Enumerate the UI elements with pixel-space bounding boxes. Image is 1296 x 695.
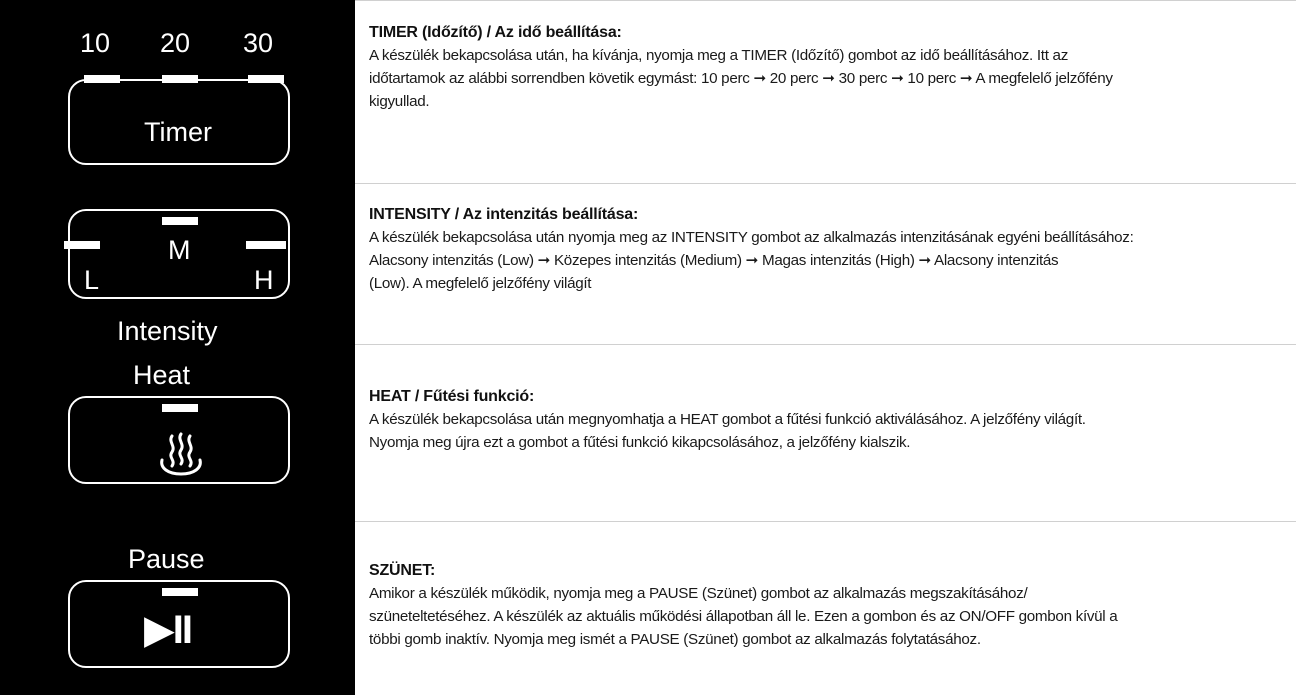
body-line: A készülék bekapcsolása után nyomja meg az INTENSITY gombot az alkalmazás intenzitásának egyéni beállításához:	[369, 229, 1134, 246]
intensity-m-label: M	[168, 235, 191, 265]
timer-30-label: 30	[243, 28, 274, 58]
intensity-h-label: H	[254, 265, 274, 295]
heat-label: Heat	[133, 360, 191, 390]
intensity-label: Intensity	[117, 316, 218, 346]
intensity-led-high	[246, 241, 286, 249]
pause-section	[355, 548, 1296, 651]
section-title: HEAT / Fűtési funkció:	[369, 388, 535, 405]
section-body	[369, 44, 1296, 113]
heat-section	[355, 374, 1296, 454]
body-line: Alacsony intenzitás (Low) ➞ Közepes intenzitás (Medium) ➞ Magas intenzitás (High) ➞ Alacsony intenzitás	[369, 252, 1059, 269]
body-line: Amikor a készülék működik, nyomja meg a PAUSE (Szünet) gombot az alkalmazás megszakításához/	[369, 585, 1028, 602]
body-line: kigyullad.	[369, 93, 430, 110]
intensity-section	[355, 192, 1296, 295]
body-line: szüneteltetéséhez. A készülék az aktuális működési állapotban áll le. Ezen a gombon és az ON/OFF gombon kívül a	[369, 608, 1118, 625]
timer-10-label: 10	[80, 28, 111, 58]
control-panel-illustration	[0, 0, 355, 695]
intensity-led-low	[64, 241, 100, 249]
intensity-led-medium	[162, 217, 198, 225]
heat-led	[162, 404, 198, 412]
timer-button[interactable]	[68, 79, 290, 165]
body-line: A készülék bekapcsolása után megnyomhatja a HEAT gombot a fűtési funkció aktiválásához. A jelzőfény világít.	[369, 411, 1086, 428]
timer-20-label: 20	[160, 28, 191, 58]
section-title: SZÜNET:	[369, 562, 436, 579]
timer-label: Timer	[144, 117, 212, 147]
section-title: TIMER (Időzítő) / Az idő beállítása:	[369, 24, 622, 41]
timer-section	[355, 10, 1296, 113]
heat-button[interactable]	[68, 396, 290, 484]
intensity-button[interactable]	[68, 209, 290, 299]
timer-led-30	[248, 75, 284, 83]
body-line: időtartamok az alábbi sorrendben követik egymást: 10 perc ➞ 20 perc ➞ 30 perc ➞ 10 perc ➞ A megfelelő jelzőfény	[369, 70, 1113, 87]
section-body	[369, 408, 1296, 454]
section-body	[369, 582, 1296, 651]
pause-button[interactable]	[68, 580, 290, 668]
body-line: (Low). A megfelelő jelzőfény világít	[369, 275, 592, 292]
section-title: INTENSITY / Az intenzitás beállítása:	[369, 206, 639, 223]
pause-label: Pause	[128, 544, 205, 574]
body-line: A készülék bekapcsolása után, ha kívánja, nyomja meg a TIMER (Időzítő) gombot az idő beállításához. Itt az	[369, 47, 1068, 64]
timer-led-10	[84, 75, 120, 83]
intensity-l-label: L	[84, 265, 100, 295]
timer-led-20	[162, 75, 198, 83]
heat-waves-icon	[156, 428, 206, 478]
instructions	[355, 0, 1296, 695]
body-line: Nyomja meg újra ezt a gombot a fűtési funkció kikapcsolásához, a jelzőfény kialszik.	[369, 434, 911, 451]
pause-led	[162, 588, 198, 596]
play-pause-icon: ▶II	[144, 608, 191, 652]
section-body	[369, 226, 1296, 295]
body-line: többi gomb inaktív. Nyomja meg ismét a PAUSE (Szünet) gombot az alkalmazás folytatásához.	[369, 631, 981, 648]
